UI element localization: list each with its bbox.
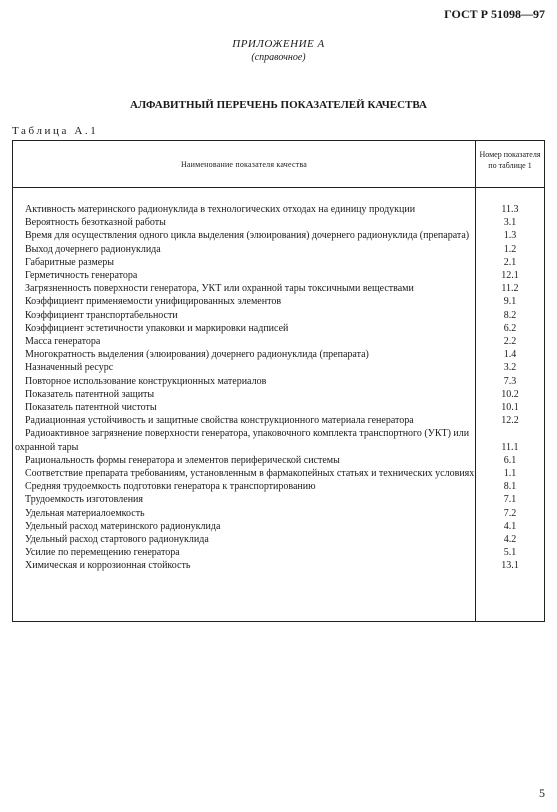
table-row <box>0 467 557 480</box>
table-row <box>0 401 557 414</box>
table-row <box>0 480 557 493</box>
table-body <box>0 203 557 573</box>
indicator-number: 2.1 <box>503 256 517 268</box>
indicator-name: Показатель патентной чистоты <box>25 402 157 414</box>
table-row <box>0 361 557 374</box>
indicator-number: 8.2 <box>503 309 517 321</box>
indicator-name: Усилие по перемещению генератора <box>25 547 180 559</box>
indicator-name: Удельный расход стартового радионуклида <box>25 534 209 546</box>
indicator-number: 7.2 <box>503 507 517 519</box>
table-row <box>0 507 557 520</box>
indicator-number: 1.1 <box>503 468 517 480</box>
indicator-name: Средняя трудоемкость подготовки генератора к транспортированию <box>25 481 316 493</box>
table-row <box>0 269 557 282</box>
main-title: АЛФАВИТНЫЙ ПЕРЕЧЕНЬ ПОКАЗАТЕЛЕЙ КАЧЕСТВА <box>130 99 427 111</box>
table-row <box>0 243 557 256</box>
indicator-name: Герметичность генератора <box>25 270 138 282</box>
indicator-name: Назначенный ресурс <box>25 362 114 374</box>
table-row <box>0 559 557 572</box>
table-row <box>0 335 557 348</box>
indicator-number: 7.1 <box>503 494 517 506</box>
table-row <box>0 216 557 229</box>
table-caption: Таблица А.1 <box>12 125 99 137</box>
table-row <box>0 454 557 467</box>
table-row <box>0 533 557 546</box>
indicator-name: Рациональность формы генератора и элементов периферической системы <box>25 454 340 466</box>
indicator-name: Активность материнского радионуклида в технологических отходах на единицу продукции <box>25 204 416 215</box>
indicator-number: 11.2 <box>501 283 519 295</box>
indicator-name: Радиационная устойчивость и защитные свойства конструкционного материала генератора <box>25 415 414 427</box>
indicator-number: 11.1 <box>501 441 519 453</box>
indicator-name: Коэффициент эстетичности упаковки и маркировки надписей <box>25 322 289 334</box>
indicator-number: 11.3 <box>501 204 519 215</box>
indicator-name: Вероятность безотказной работы <box>25 217 166 229</box>
table-row <box>0 229 557 242</box>
indicator-name: Соответствие препарата требованиям, установленным в фармакопейных статьях и технических условиях <box>25 468 475 480</box>
table-row <box>0 546 557 559</box>
indicator-name: Радиоактивное загрязнение поверхности генератора, упаковочного комплекта транспортного (УКТ) или охранной тары <box>15 428 470 453</box>
indicator-name: Трудоемкость изготовления <box>25 494 143 506</box>
indicator-name: Загрязненность поверхности генератора, УКТ или охранной тары токсичными веществами <box>25 283 414 295</box>
indicator-number: 10.1 <box>501 402 519 414</box>
table-row <box>0 256 557 269</box>
indicator-number: 10.2 <box>501 388 519 400</box>
indicator-number: 4.1 <box>503 520 517 532</box>
indicator-number: 3.2 <box>503 362 517 374</box>
indicator-number: 9.1 <box>503 296 517 308</box>
indicator-number: 8.1 <box>503 481 517 493</box>
document-code: ГОСТ Р 51098—97 <box>444 7 545 21</box>
indicator-number: 1.4 <box>503 349 517 361</box>
indicator-number: 1.3 <box>503 230 517 242</box>
column-header-name: Наименование показателя качества <box>180 160 308 169</box>
appendix-title: ПРИЛОЖЕНИЕ А <box>232 38 325 50</box>
indicator-name: Коэффициент применяемости унифицированных элементов <box>25 296 282 308</box>
appendix-subtitle: (справочное) <box>251 52 306 63</box>
indicator-name: Повторное использование конструкционных материалов <box>25 375 267 387</box>
table-row <box>0 375 557 388</box>
indicator-name: Многократность выделения (элюирования) дочернего радионуклида (препарата) <box>25 349 369 361</box>
indicator-number: 12.2 <box>501 415 519 427</box>
page-number: 5 <box>539 786 545 800</box>
indicator-name: Масса генератора <box>25 336 101 348</box>
indicator-number: 3.1 <box>503 217 517 229</box>
indicator-number: 1.2 <box>503 243 517 255</box>
table-row <box>0 282 557 295</box>
indicator-name: Удельный расход материнского радионуклида <box>25 520 221 532</box>
indicator-name: Удельная материалоемкость <box>25 507 145 519</box>
indicator-name: Показатель патентной защиты <box>25 388 155 400</box>
indicator-name: Время для осуществления одного цикла выделения (элюирования) дочернего радионуклида (препарата) <box>25 230 470 242</box>
indicator-number: 6.2 <box>503 322 517 334</box>
indicator-number: 2.2 <box>503 336 517 348</box>
indicator-number: 12.1 <box>501 270 519 282</box>
indicator-number: 6.1 <box>503 454 517 466</box>
table-row <box>0 295 557 308</box>
indicator-number: 4.2 <box>503 534 517 546</box>
indicator-name: Габаритные размеры <box>25 256 114 268</box>
table-row <box>0 348 557 361</box>
indicator-number: 5.1 <box>503 547 517 559</box>
table-row <box>0 427 557 453</box>
column-header-number: Номер показателя по таблице 1 <box>479 150 541 170</box>
table-row <box>0 388 557 401</box>
table-row <box>0 520 557 533</box>
table-row <box>0 309 557 322</box>
indicator-number: 7.3 <box>503 375 517 387</box>
indicator-number: 13.1 <box>501 560 519 572</box>
indicator-name: Коэффициент транспортабельности <box>25 309 178 321</box>
table-header-divider <box>12 187 545 188</box>
table-row <box>0 322 557 335</box>
table-row <box>0 414 557 427</box>
table-row <box>0 203 557 216</box>
indicator-name: Химическая и коррозионная стойкость <box>25 560 191 572</box>
table-row <box>0 493 557 506</box>
indicator-name: Выход дочернего радионуклида <box>25 243 161 255</box>
